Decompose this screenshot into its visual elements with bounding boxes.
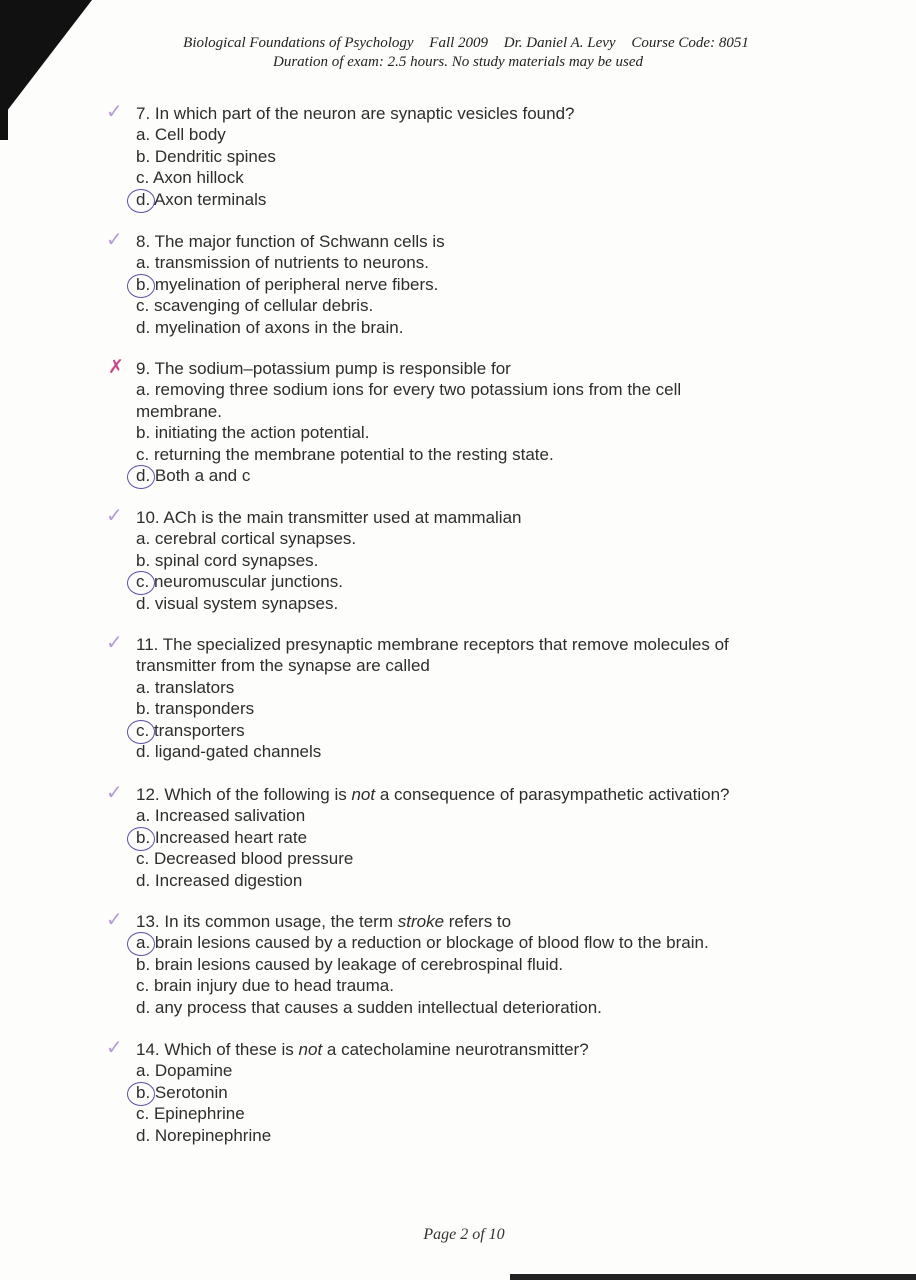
option-b: b. transponders xyxy=(136,699,255,719)
check-mark-icon: ✓ xyxy=(106,907,123,931)
option-a: a. Cell body xyxy=(136,125,226,145)
cross-mark-icon: ✗ xyxy=(108,356,124,378)
question-stem: ✓ 14. Which of these is not a catecholamine neurotransmitter? xyxy=(106,1035,589,1059)
answer-circle xyxy=(127,571,155,595)
answer-circle xyxy=(127,1082,155,1106)
question-8 xyxy=(106,227,445,338)
question-12 xyxy=(106,780,730,891)
answer-circle xyxy=(127,189,155,213)
option-b: b. spinal cord synapses. xyxy=(136,550,319,570)
option-a: a. transmission of nutrients to neurons. xyxy=(136,253,429,273)
question-7 xyxy=(106,99,575,210)
course-code: Course Code: 8051 xyxy=(631,35,749,51)
question-10 xyxy=(106,503,522,614)
answer-circle xyxy=(127,932,155,956)
check-mark-icon: ✓ xyxy=(106,227,123,251)
option-b: b. Increased heart rate xyxy=(136,827,729,848)
question-13 xyxy=(106,907,709,1018)
question-stem: ✓ 13. In its common usage, the term stroke refers to xyxy=(106,907,512,931)
option-d: d. Increased digestion xyxy=(136,870,303,890)
option-d: d. visual system synapses. xyxy=(136,593,339,613)
check-mark-icon: ✓ xyxy=(106,503,123,527)
option-c: c. transporters xyxy=(136,720,796,741)
answer-circle xyxy=(127,720,155,744)
question-9 xyxy=(108,356,736,486)
question-stem: ✓ 10. ACh is the main transmitter used at mammalian xyxy=(106,503,522,527)
check-mark-icon: ✓ xyxy=(106,630,123,654)
option-b: b. myelination of peripheral nerve fibers. xyxy=(136,274,445,295)
option-d: d. Both a and c xyxy=(136,465,736,486)
header-line-1 xyxy=(0,34,916,53)
check-mark-icon: ✓ xyxy=(106,1035,123,1059)
option-a: a. translators xyxy=(136,677,235,697)
option-c: c. scavenging of cellular debris. xyxy=(136,296,374,316)
page-number: Page 2 of 10 xyxy=(423,1226,505,1243)
question-stem: ✓ 11. The specialized presynaptic membrane receptors that remove molecules of transmitter from the synapse are called xyxy=(106,630,729,676)
option-b: b. Serotonin xyxy=(136,1082,589,1103)
check-mark-icon: ✓ xyxy=(106,99,123,123)
option-a: a. Increased salivation xyxy=(136,806,306,826)
question-stem: ✗ 9. The sodium–potassium pump is responsible for xyxy=(108,356,511,378)
option-d: d. any process that causes a sudden intellectual deterioration. xyxy=(136,997,602,1017)
option-c: c. Decreased blood pressure xyxy=(136,849,354,869)
question-stem: ✓ 7. In which part of the neuron are synaptic vesicles found? xyxy=(106,99,575,123)
option-d: d. myelination of axons in the brain. xyxy=(136,317,404,337)
option-c: c. Axon hillock xyxy=(136,168,244,188)
question-stem: ✓ 8. The major function of Schwann cells is xyxy=(106,227,445,251)
option-b: b. brain lesions caused by leakage of cerebrospinal fluid. xyxy=(136,954,564,974)
option-b: b. initiating the action potential. xyxy=(136,423,370,443)
answer-circle xyxy=(127,827,155,851)
term: Fall 2009 xyxy=(429,35,489,51)
question-stem: ✓ 12. Which of the following is not a consequence of parasympathetic activation? xyxy=(106,780,730,804)
answer-circle xyxy=(127,274,155,298)
header-line-2: Duration of exam: 2.5 hours. No study materials may be used xyxy=(273,54,643,70)
answer-circle xyxy=(127,465,155,489)
option-c: c. brain injury due to head trauma. xyxy=(136,976,394,996)
option-d: d. Norepinephrine xyxy=(136,1125,272,1145)
option-a: a. brain lesions caused by a reduction or blockage of blood flow to the brain. xyxy=(136,932,709,953)
scan-bottom-shadow xyxy=(510,1274,916,1280)
course-title: Biological Foundations of Psychology xyxy=(183,35,414,51)
option-b: b. Dendritic spines xyxy=(136,146,276,166)
question-14 xyxy=(106,1035,589,1146)
instructor: Dr. Daniel A. Levy xyxy=(503,35,616,51)
option-a: a. removing three sodium ions for every two potassium ions from the cell membrane. xyxy=(136,380,682,421)
page-header xyxy=(0,34,916,72)
option-a: a. Dopamine xyxy=(136,1061,233,1081)
option-d: d. Axon terminals xyxy=(136,189,574,210)
option-d: d. ligand-gated channels xyxy=(136,742,322,762)
question-11 xyxy=(106,630,796,762)
option-c: c. returning the membrane potential to the resting state. xyxy=(136,444,554,464)
option-c: c. Epinephrine xyxy=(136,1104,245,1124)
option-a: a. cerebral cortical synapses. xyxy=(136,529,357,549)
option-c: c. neuromuscular junctions. xyxy=(136,571,522,592)
check-mark-icon: ✓ xyxy=(106,780,123,804)
